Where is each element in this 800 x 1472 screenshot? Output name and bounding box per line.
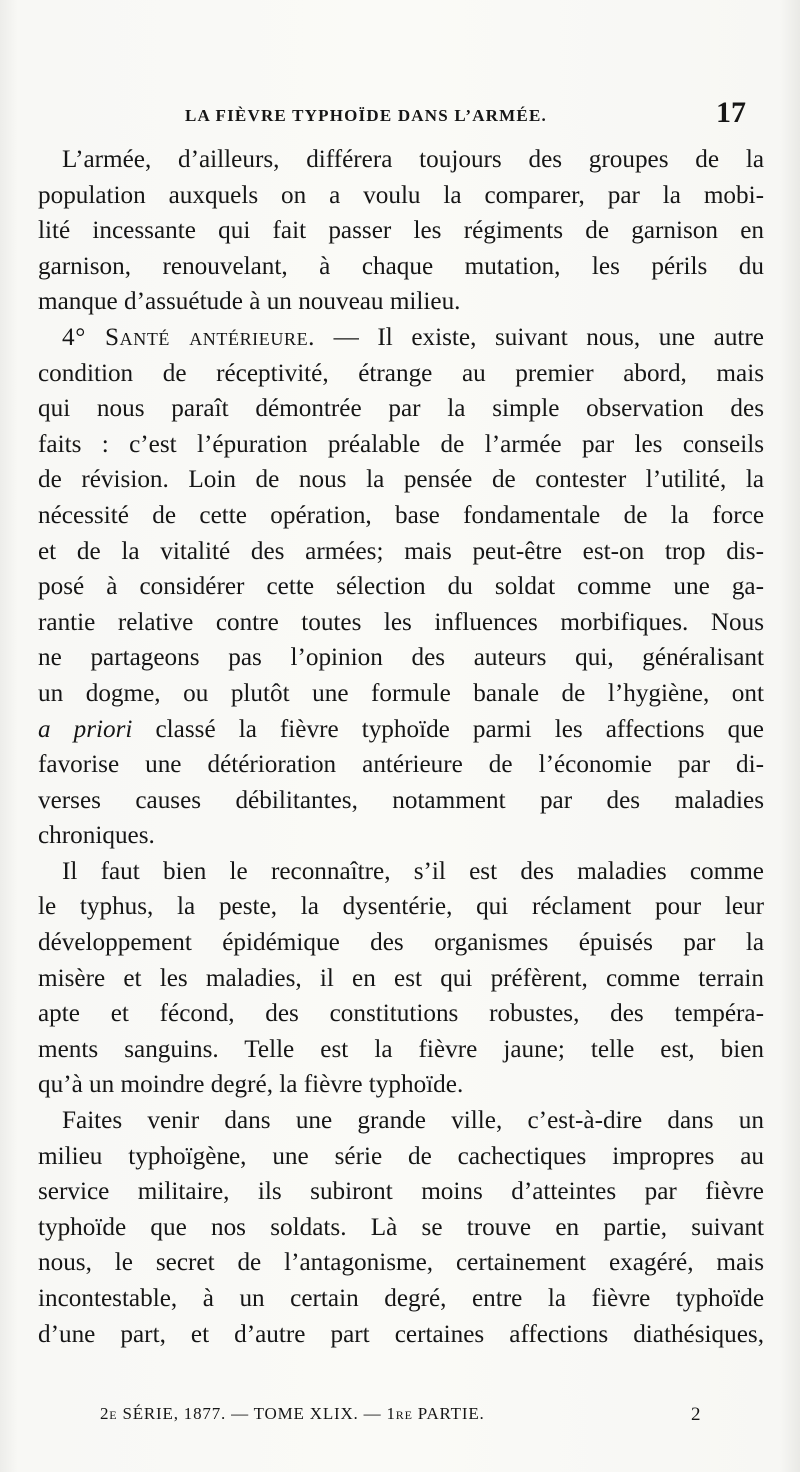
text-line: verses causes débilitantes, notamment par des maladies (38, 786, 764, 814)
text-line: faits : c’est l’épuration préalable de l’armée par les conseils (38, 430, 764, 458)
text-line: milieu typhoïgène, une série de cachectiques impropres au (38, 1142, 764, 1170)
paragraph-army-mobility (38, 142, 764, 320)
text-line: développement épidémique des organismes épuisés par la (38, 929, 764, 957)
text-line-rest: classé la fièvre typhoïde parmi les affections que (155, 715, 764, 743)
text-line: condition de réceptivité, étrange au premier abord, mais (38, 359, 764, 387)
text-line: et de la vitalité des armées; mais peut-être est-on trop dis- (38, 537, 764, 565)
text-line: rantie relative contre toutes les influences morbifiques. Nous (38, 608, 764, 636)
text-line: qui nous paraît démontrée par la simple observation des (38, 395, 764, 423)
italic-phrase: a priori (38, 715, 133, 743)
text-line: population auxquels on a voulu la comparer, par la mobi- (38, 181, 764, 209)
text-line: d’une part, et d’autre part certaines affections diathésiques, (38, 1320, 764, 1348)
page-footer (0, 1404, 800, 1434)
paragraph-prior-health (38, 320, 764, 854)
text-line: le typhus, la peste, la dysentérie, qui réclament pour leur (38, 893, 764, 921)
text-line (38, 712, 764, 748)
text-line: Faites venir dans une grande ville, c’est-à-dire dans un (62, 1107, 764, 1135)
text-line: qu’à un moindre degré, la fièvre typhoïde. (38, 1071, 464, 1099)
text-line: apte et fécond, des constitutions robustes, des tempéra- (38, 1000, 764, 1028)
section-heading: 4° Santé antérieure. (62, 323, 316, 351)
text-line: chroniques. (38, 822, 155, 850)
text-line: de révision. Loin de nous la pensée de contester l’utilité, la (38, 466, 764, 494)
paragraph-antagonism (38, 1103, 764, 1352)
text-line: un dogme, ou plutôt une formule banale de l’hygiène, ont (38, 679, 764, 707)
running-head (0, 96, 800, 136)
text-line: misère et les maladies, il en est qui préfèrent, comme terrain (38, 964, 764, 992)
text-line: nous, le secret de l’antagonisme, certainement exagéré, mais (38, 1249, 764, 1277)
body-text (38, 142, 764, 1352)
text-line: service militaire, ils subiront moins d’atteintes par fièvre (38, 1178, 764, 1206)
text-line (38, 320, 764, 356)
text-line: nécessité de cette opération, base fondamentale de la force (38, 501, 764, 529)
text-line: manque d’assuétude à un nouveau milieu. (38, 288, 461, 316)
signature-mark: 2 (691, 1404, 701, 1425)
text-line: Il faut bien le reconnaître, s’il est des maladies comme (62, 857, 764, 885)
text-line: garnison, renouvelant, à chaque mutation, les périls du (38, 252, 764, 280)
text-line: typhoïde que nos soldats. Là se trouve en partie, suivant (38, 1213, 764, 1241)
text-line: ments sanguins. Telle est la fièvre jaune; telle est, bien (38, 1035, 764, 1063)
text-line: incontestable, à un certain degré, entre la fièvre typhoïde (38, 1285, 764, 1312)
text-line-rest: — Il existe, suivant nous, une autre (315, 323, 764, 351)
page-number: 17 (716, 96, 746, 129)
text-line: ne partageons pas l’opinion des auteurs qui, généralisant (38, 644, 764, 672)
text-line: L’armée, d’ailleurs, différera toujours des groupes de la (62, 146, 764, 173)
text-line: posé à considérer cette sélection du soldat comme une ga- (38, 573, 764, 601)
paragraph-robust-constitutions (38, 854, 764, 1103)
text-line: lité incessante qui fait passer les régiments de garnison en (38, 217, 764, 245)
running-title: LA FIÈVRE TYPHOÏDE DANS L’ARMÉE. (185, 106, 547, 125)
text-line: favorise une détérioration antérieure de l’économie par di- (38, 751, 764, 779)
series-line: 2e SÉRIE, 1877. — TOME XLIX. — 1re PARTIE. (100, 1404, 485, 1423)
